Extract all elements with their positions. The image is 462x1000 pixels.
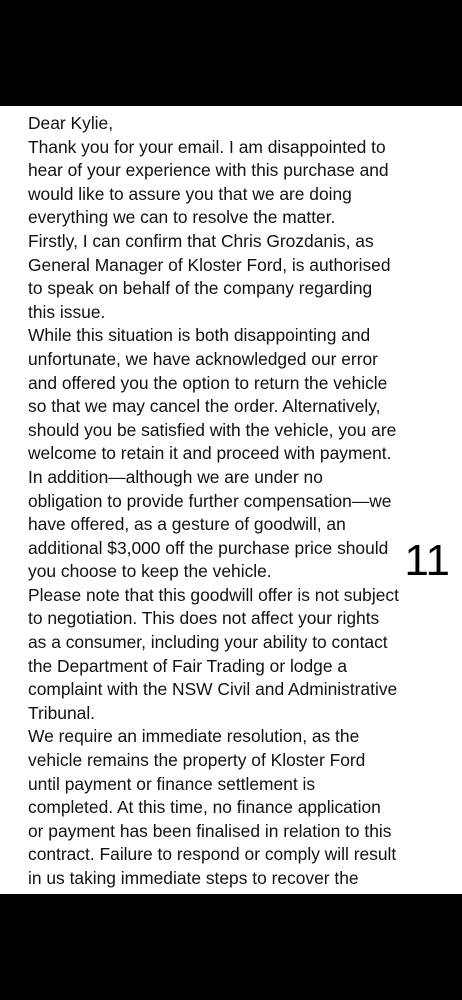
letter-line: contract. Failure to respond or comply will result	[28, 844, 397, 865]
letter-line: this issue.	[28, 301, 106, 322]
letter-line: Please note that this goodwill offer is not subject	[28, 584, 399, 605]
letter-line: would like to assure you that we are doing	[28, 183, 352, 204]
letter-line: the Department of Fair Trading or lodge a	[28, 655, 348, 676]
letter-line: Firstly, I can confirm that Chris Grozdanis, as	[28, 230, 374, 251]
letter-line: everything we can to resolve the matter.	[28, 207, 336, 228]
letter-line: you choose to keep the vehicle.	[28, 561, 272, 582]
letter-line: Thank you for your email. I am disappointed to	[28, 136, 386, 157]
letter-line: In addition—although we are under no	[28, 466, 323, 487]
letter-line: until payment or finance settlement is	[28, 773, 316, 794]
page-number: 11	[404, 536, 450, 585]
letter-line: should you be satisfied with the vehicle, you are	[28, 419, 397, 440]
letter-line: unfortunate, we have acknowledged our error	[28, 348, 378, 369]
letter-line: to speak on behalf of the company regarding	[28, 278, 373, 299]
letter-body	[28, 112, 456, 891]
letter-line: obligation to provide further compensation—we	[28, 490, 392, 511]
letter-line: as a consumer, including your ability to contact	[28, 632, 388, 653]
letter-line: in us taking immediate steps to recover the	[28, 868, 359, 888]
letter-line: hear of your experience with this purchase and	[28, 160, 389, 181]
letter-line: complaint with the NSW Civil and Administrative	[28, 679, 398, 700]
document-page	[0, 106, 462, 894]
letter-line: We require an immediate resolution, as the	[28, 726, 360, 747]
letter-line: While this situation is both disappointing and	[28, 325, 371, 346]
letter-line: General Manager of Kloster Ford, is authorised	[28, 254, 391, 275]
letter-line: and offered you the option to return the vehicle	[28, 372, 388, 393]
letter-line: Dear Kylie,	[28, 113, 114, 133]
letter-line: or payment has been finalised in relation to this	[28, 820, 392, 841]
letter-line: completed. At this time, no finance application	[28, 797, 381, 818]
letter-line: to negotiation. This does not affect your rights	[28, 608, 380, 629]
letter-line: so that we may cancel the order. Alternatively,	[28, 396, 381, 417]
letter-line: additional $3,000 off the purchase price should	[28, 537, 389, 558]
letter-line: Tribunal.	[28, 702, 96, 723]
letter-line: have offered, as a gesture of goodwill, an	[28, 514, 346, 535]
letter-line: welcome to retain it and proceed with payment.	[28, 443, 392, 464]
letter-line: vehicle remains the property of Kloster Ford	[28, 750, 366, 771]
